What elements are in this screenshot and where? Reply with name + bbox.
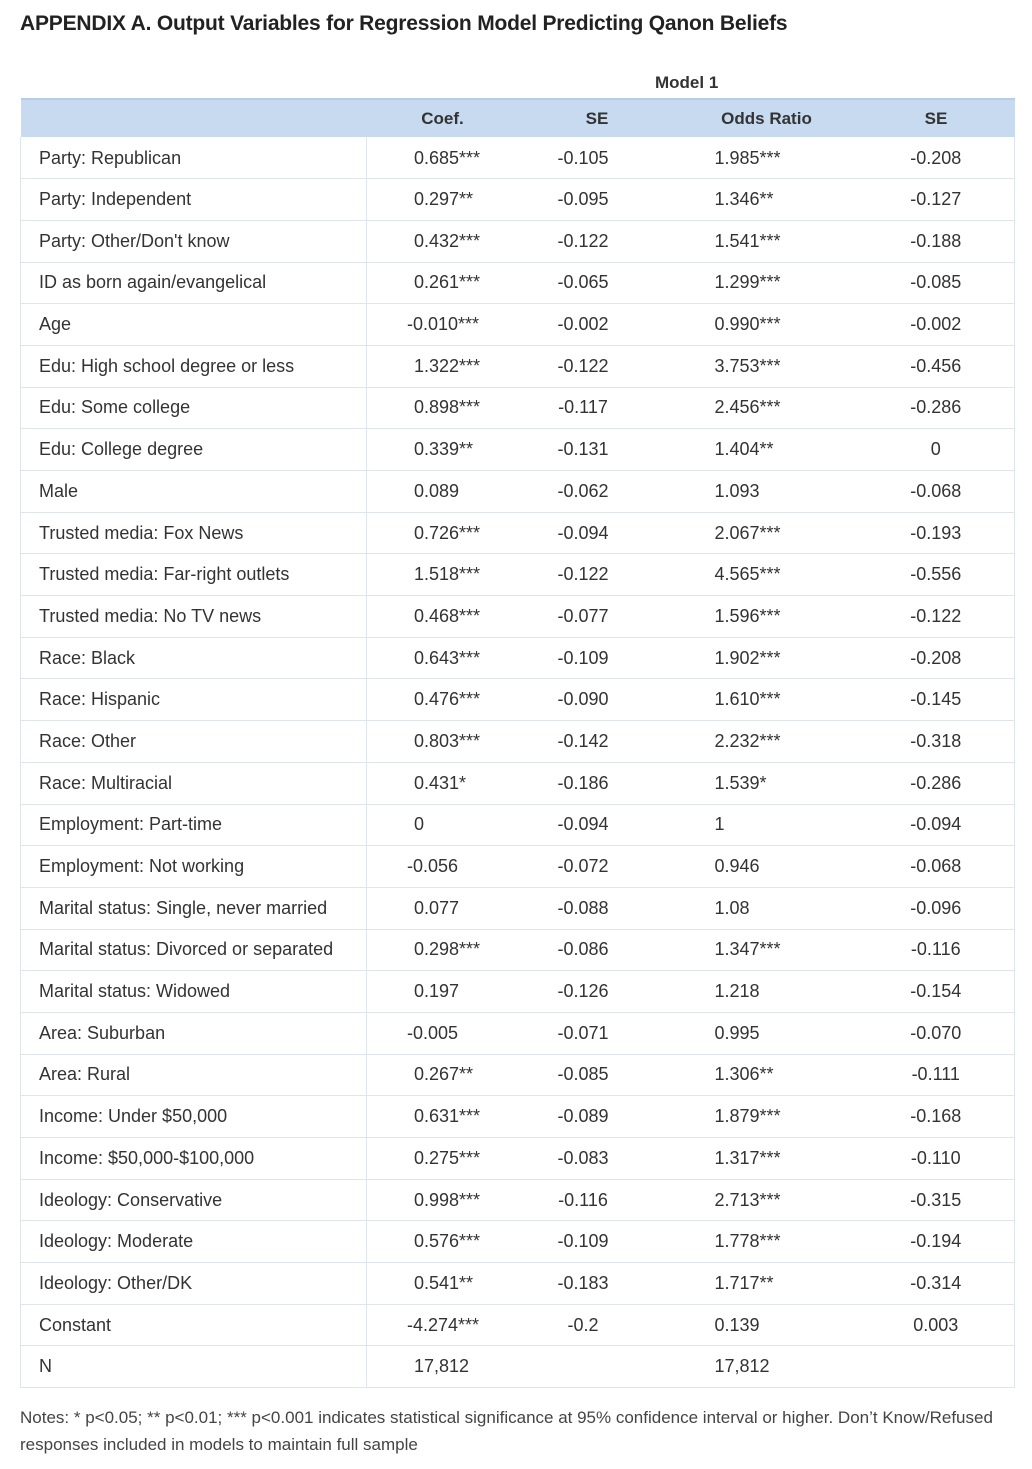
row-se-odds: -0.208 (858, 637, 1015, 679)
row-coef: 0.726*** (367, 512, 519, 554)
row-se-odds: -0.002 (858, 304, 1015, 346)
row-se: -0.105 (519, 137, 676, 179)
row-variable: Race: Other (21, 721, 367, 763)
row-se: -0.072 (519, 846, 676, 888)
table-row (21, 429, 1015, 471)
row-variable: Marital status: Widowed (21, 971, 367, 1013)
row-variable: Employment: Part-time (21, 804, 367, 846)
row-se: -0.109 (519, 1221, 676, 1263)
row-variable: N (21, 1346, 367, 1388)
row-coef: 1.322*** (367, 345, 519, 387)
row-odds-ratio: 1.539* (676, 762, 858, 804)
table-row (21, 137, 1015, 179)
row-odds-ratio: 0.139 (676, 1304, 858, 1346)
row-coef: 0.431* (367, 762, 519, 804)
model-label: Model 1 (655, 73, 719, 92)
row-odds-ratio: 2.456*** (676, 387, 858, 429)
header-se-odds: SE (858, 99, 1015, 137)
row-variable: Marital status: Divorced or separated (21, 929, 367, 971)
row-coef: 0.261*** (367, 262, 519, 304)
row-variable: Ideology: Conservative (21, 1179, 367, 1221)
row-odds-ratio: 1.541*** (676, 220, 858, 262)
row-odds-ratio: 1.306** (676, 1054, 858, 1096)
row-variable: Trusted media: Fox News (21, 512, 367, 554)
row-odds-ratio: 1.717** (676, 1263, 858, 1305)
row-odds-ratio: 17,812 (676, 1346, 858, 1388)
table-row (21, 1138, 1015, 1180)
row-odds-ratio: 1.093 (676, 471, 858, 513)
table-row (21, 220, 1015, 262)
row-variable: Party: Independent (21, 179, 367, 221)
row-se-odds: -0.188 (858, 220, 1015, 262)
row-variable: Income: $50,000-$100,000 (21, 1138, 367, 1180)
row-se-odds: -0.193 (858, 512, 1015, 554)
row-se-odds: -0.315 (858, 1179, 1015, 1221)
row-se: -0.086 (519, 929, 676, 971)
row-se-odds: -0.318 (858, 721, 1015, 763)
row-odds-ratio: 1.902*** (676, 637, 858, 679)
row-coef: 0.476*** (367, 679, 519, 721)
row-se-odds: -0.085 (858, 262, 1015, 304)
row-se-odds: -0.096 (858, 887, 1015, 929)
row-variable: Trusted media: No TV news (21, 596, 367, 638)
row-se (519, 1346, 676, 1388)
table-row (21, 679, 1015, 721)
row-odds-ratio: 1.08 (676, 887, 858, 929)
row-coef: -0.010*** (367, 304, 519, 346)
row-se-odds: -0.116 (858, 929, 1015, 971)
table-row (21, 971, 1015, 1013)
row-odds-ratio: 1.317*** (676, 1138, 858, 1180)
row-coef: 0 (367, 804, 519, 846)
row-coef: 0.197 (367, 971, 519, 1013)
row-coef: -0.056 (367, 846, 519, 888)
row-coef: 0.685*** (367, 137, 519, 179)
table-row (21, 1054, 1015, 1096)
row-odds-ratio: 1.596*** (676, 596, 858, 638)
table-row (21, 1346, 1015, 1388)
row-odds-ratio: 1.404** (676, 429, 858, 471)
row-variable: Area: Suburban (21, 1012, 367, 1054)
row-variable: Ideology: Other/DK (21, 1263, 367, 1305)
row-se-odds: -0.168 (858, 1096, 1015, 1138)
table-notes: Notes: * p<0.05; ** p<0.01; *** p<0.001 indicates statistical significance at 95% confidence interval or higher. Don’t Know/Refused responses included in models to maintain full sample (20, 1408, 993, 1454)
row-se: -0.065 (519, 262, 676, 304)
row-variable: Income: Under $50,000 (21, 1096, 367, 1138)
row-se-odds: -0.111 (858, 1054, 1015, 1096)
row-se: -0.131 (519, 429, 676, 471)
row-odds-ratio: 1.299*** (676, 262, 858, 304)
row-se: -0.122 (519, 554, 676, 596)
row-se-odds: 0.003 (858, 1304, 1015, 1346)
row-se: -0.071 (519, 1012, 676, 1054)
table-row (21, 179, 1015, 221)
row-se-odds: -0.194 (858, 1221, 1015, 1263)
row-variable: Party: Republican (21, 137, 367, 179)
table-row (21, 804, 1015, 846)
row-coef: 0.267** (367, 1054, 519, 1096)
row-se-odds: -0.314 (858, 1263, 1015, 1305)
row-variable: Age (21, 304, 367, 346)
table-row (21, 1012, 1015, 1054)
row-se-odds: -0.556 (858, 554, 1015, 596)
row-coef: 0.298*** (367, 929, 519, 971)
row-coef: 0.468*** (367, 596, 519, 638)
row-se-odds: -0.122 (858, 596, 1015, 638)
row-se: -0.088 (519, 887, 676, 929)
row-se: -0.126 (519, 971, 676, 1013)
row-se-odds: -0.127 (858, 179, 1015, 221)
table-row (21, 1179, 1015, 1221)
row-coef: 0.998*** (367, 1179, 519, 1221)
row-se-odds (858, 1346, 1015, 1388)
table-row (21, 304, 1015, 346)
table-row (21, 1221, 1015, 1263)
row-coef: 0.643*** (367, 637, 519, 679)
row-se: -0.090 (519, 679, 676, 721)
row-se-odds: -0.145 (858, 679, 1015, 721)
row-se: -0.117 (519, 387, 676, 429)
row-se: -0.095 (519, 179, 676, 221)
row-odds-ratio: 2.713*** (676, 1179, 858, 1221)
row-coef: 17,812 (367, 1346, 519, 1388)
row-variable: Edu: College degree (21, 429, 367, 471)
table-header-row (21, 99, 1015, 137)
row-se-odds: -0.068 (858, 471, 1015, 513)
row-odds-ratio: 1.985*** (676, 137, 858, 179)
row-coef: 0.631*** (367, 1096, 519, 1138)
row-odds-ratio: 0.990*** (676, 304, 858, 346)
row-coef: 0.089 (367, 471, 519, 513)
table-row (21, 1304, 1015, 1346)
row-se-odds: -0.068 (858, 846, 1015, 888)
table-row (21, 262, 1015, 304)
row-se: -0.116 (519, 1179, 676, 1221)
table-row (21, 345, 1015, 387)
row-se-odds: -0.070 (858, 1012, 1015, 1054)
row-se: -0.186 (519, 762, 676, 804)
row-se-odds: -0.094 (858, 804, 1015, 846)
row-se: -0.002 (519, 304, 676, 346)
row-odds-ratio: 1 (676, 804, 858, 846)
table-row (21, 471, 1015, 513)
table-row (21, 1263, 1015, 1305)
row-se: -0.094 (519, 804, 676, 846)
regression-table (20, 98, 1015, 1388)
table-row (21, 721, 1015, 763)
table-row (21, 554, 1015, 596)
row-variable: ID as born again/evangelical (21, 262, 367, 304)
row-se: -0.109 (519, 637, 676, 679)
row-variable: Edu: Some college (21, 387, 367, 429)
row-se: -0.083 (519, 1138, 676, 1180)
row-coef: 0.898*** (367, 387, 519, 429)
row-odds-ratio: 1.346** (676, 179, 858, 221)
table-row (21, 929, 1015, 971)
row-variable: Ideology: Moderate (21, 1221, 367, 1263)
row-se: -0.122 (519, 220, 676, 262)
row-se-odds: -0.208 (858, 137, 1015, 179)
row-se: -0.089 (519, 1096, 676, 1138)
row-se: -0.077 (519, 596, 676, 638)
row-odds-ratio: 2.067*** (676, 512, 858, 554)
row-variable: Race: Multiracial (21, 762, 367, 804)
row-odds-ratio: 3.753*** (676, 345, 858, 387)
row-se: -0.142 (519, 721, 676, 763)
row-coef: 0.432*** (367, 220, 519, 262)
row-se: -0.085 (519, 1054, 676, 1096)
table-row (21, 1096, 1015, 1138)
row-odds-ratio: 2.232*** (676, 721, 858, 763)
row-odds-ratio: 1.879*** (676, 1096, 858, 1138)
row-odds-ratio: 0.946 (676, 846, 858, 888)
table-row (21, 596, 1015, 638)
row-variable: Edu: High school degree or less (21, 345, 367, 387)
row-variable: Constant (21, 1304, 367, 1346)
row-se-odds: -0.154 (858, 971, 1015, 1013)
row-odds-ratio: 4.565*** (676, 554, 858, 596)
row-coef: -4.274*** (367, 1304, 519, 1346)
row-coef: 0.339** (367, 429, 519, 471)
row-coef: 0.541** (367, 1263, 519, 1305)
row-odds-ratio: 1.347*** (676, 929, 858, 971)
table-row (21, 887, 1015, 929)
row-coef: 0.077 (367, 887, 519, 929)
row-odds-ratio: 1.218 (676, 971, 858, 1013)
row-se-odds: -0.456 (858, 345, 1015, 387)
header-odds-ratio: Odds Ratio (676, 99, 858, 137)
row-coef: 0.803*** (367, 721, 519, 763)
table-row (21, 387, 1015, 429)
row-variable: Race: Black (21, 637, 367, 679)
row-odds-ratio: 1.778*** (676, 1221, 858, 1263)
row-variable: Race: Hispanic (21, 679, 367, 721)
table-body (21, 137, 1015, 1388)
row-variable: Party: Other/Don't know (21, 220, 367, 262)
row-se-odds: 0 (858, 429, 1015, 471)
table-row (21, 762, 1015, 804)
row-coef: 0.275*** (367, 1138, 519, 1180)
row-se: -0.062 (519, 471, 676, 513)
row-se-odds: -0.110 (858, 1138, 1015, 1180)
header-variable (21, 99, 367, 137)
row-coef: -0.005 (367, 1012, 519, 1054)
table-row (21, 846, 1015, 888)
row-variable: Male (21, 471, 367, 513)
row-se-odds: -0.286 (858, 387, 1015, 429)
row-se: -0.2 (519, 1304, 676, 1346)
row-coef: 0.576*** (367, 1221, 519, 1263)
header-coef: Coef. (367, 99, 519, 137)
row-odds-ratio: 0.995 (676, 1012, 858, 1054)
row-variable: Employment: Not working (21, 846, 367, 888)
row-coef: 0.297** (367, 179, 519, 221)
row-variable: Marital status: Single, never married (21, 887, 367, 929)
row-variable: Area: Rural (21, 1054, 367, 1096)
row-coef: 1.518*** (367, 554, 519, 596)
header-se: SE (519, 99, 676, 137)
row-se-odds: -0.286 (858, 762, 1015, 804)
row-odds-ratio: 1.610*** (676, 679, 858, 721)
row-se: -0.122 (519, 345, 676, 387)
table-row (21, 512, 1015, 554)
row-se: -0.183 (519, 1263, 676, 1305)
page-title: APPENDIX A. Output Variables for Regression Model Predicting Qanon Beliefs (20, 12, 788, 35)
row-variable: Trusted media: Far-right outlets (21, 554, 367, 596)
row-se: -0.094 (519, 512, 676, 554)
table-row (21, 637, 1015, 679)
